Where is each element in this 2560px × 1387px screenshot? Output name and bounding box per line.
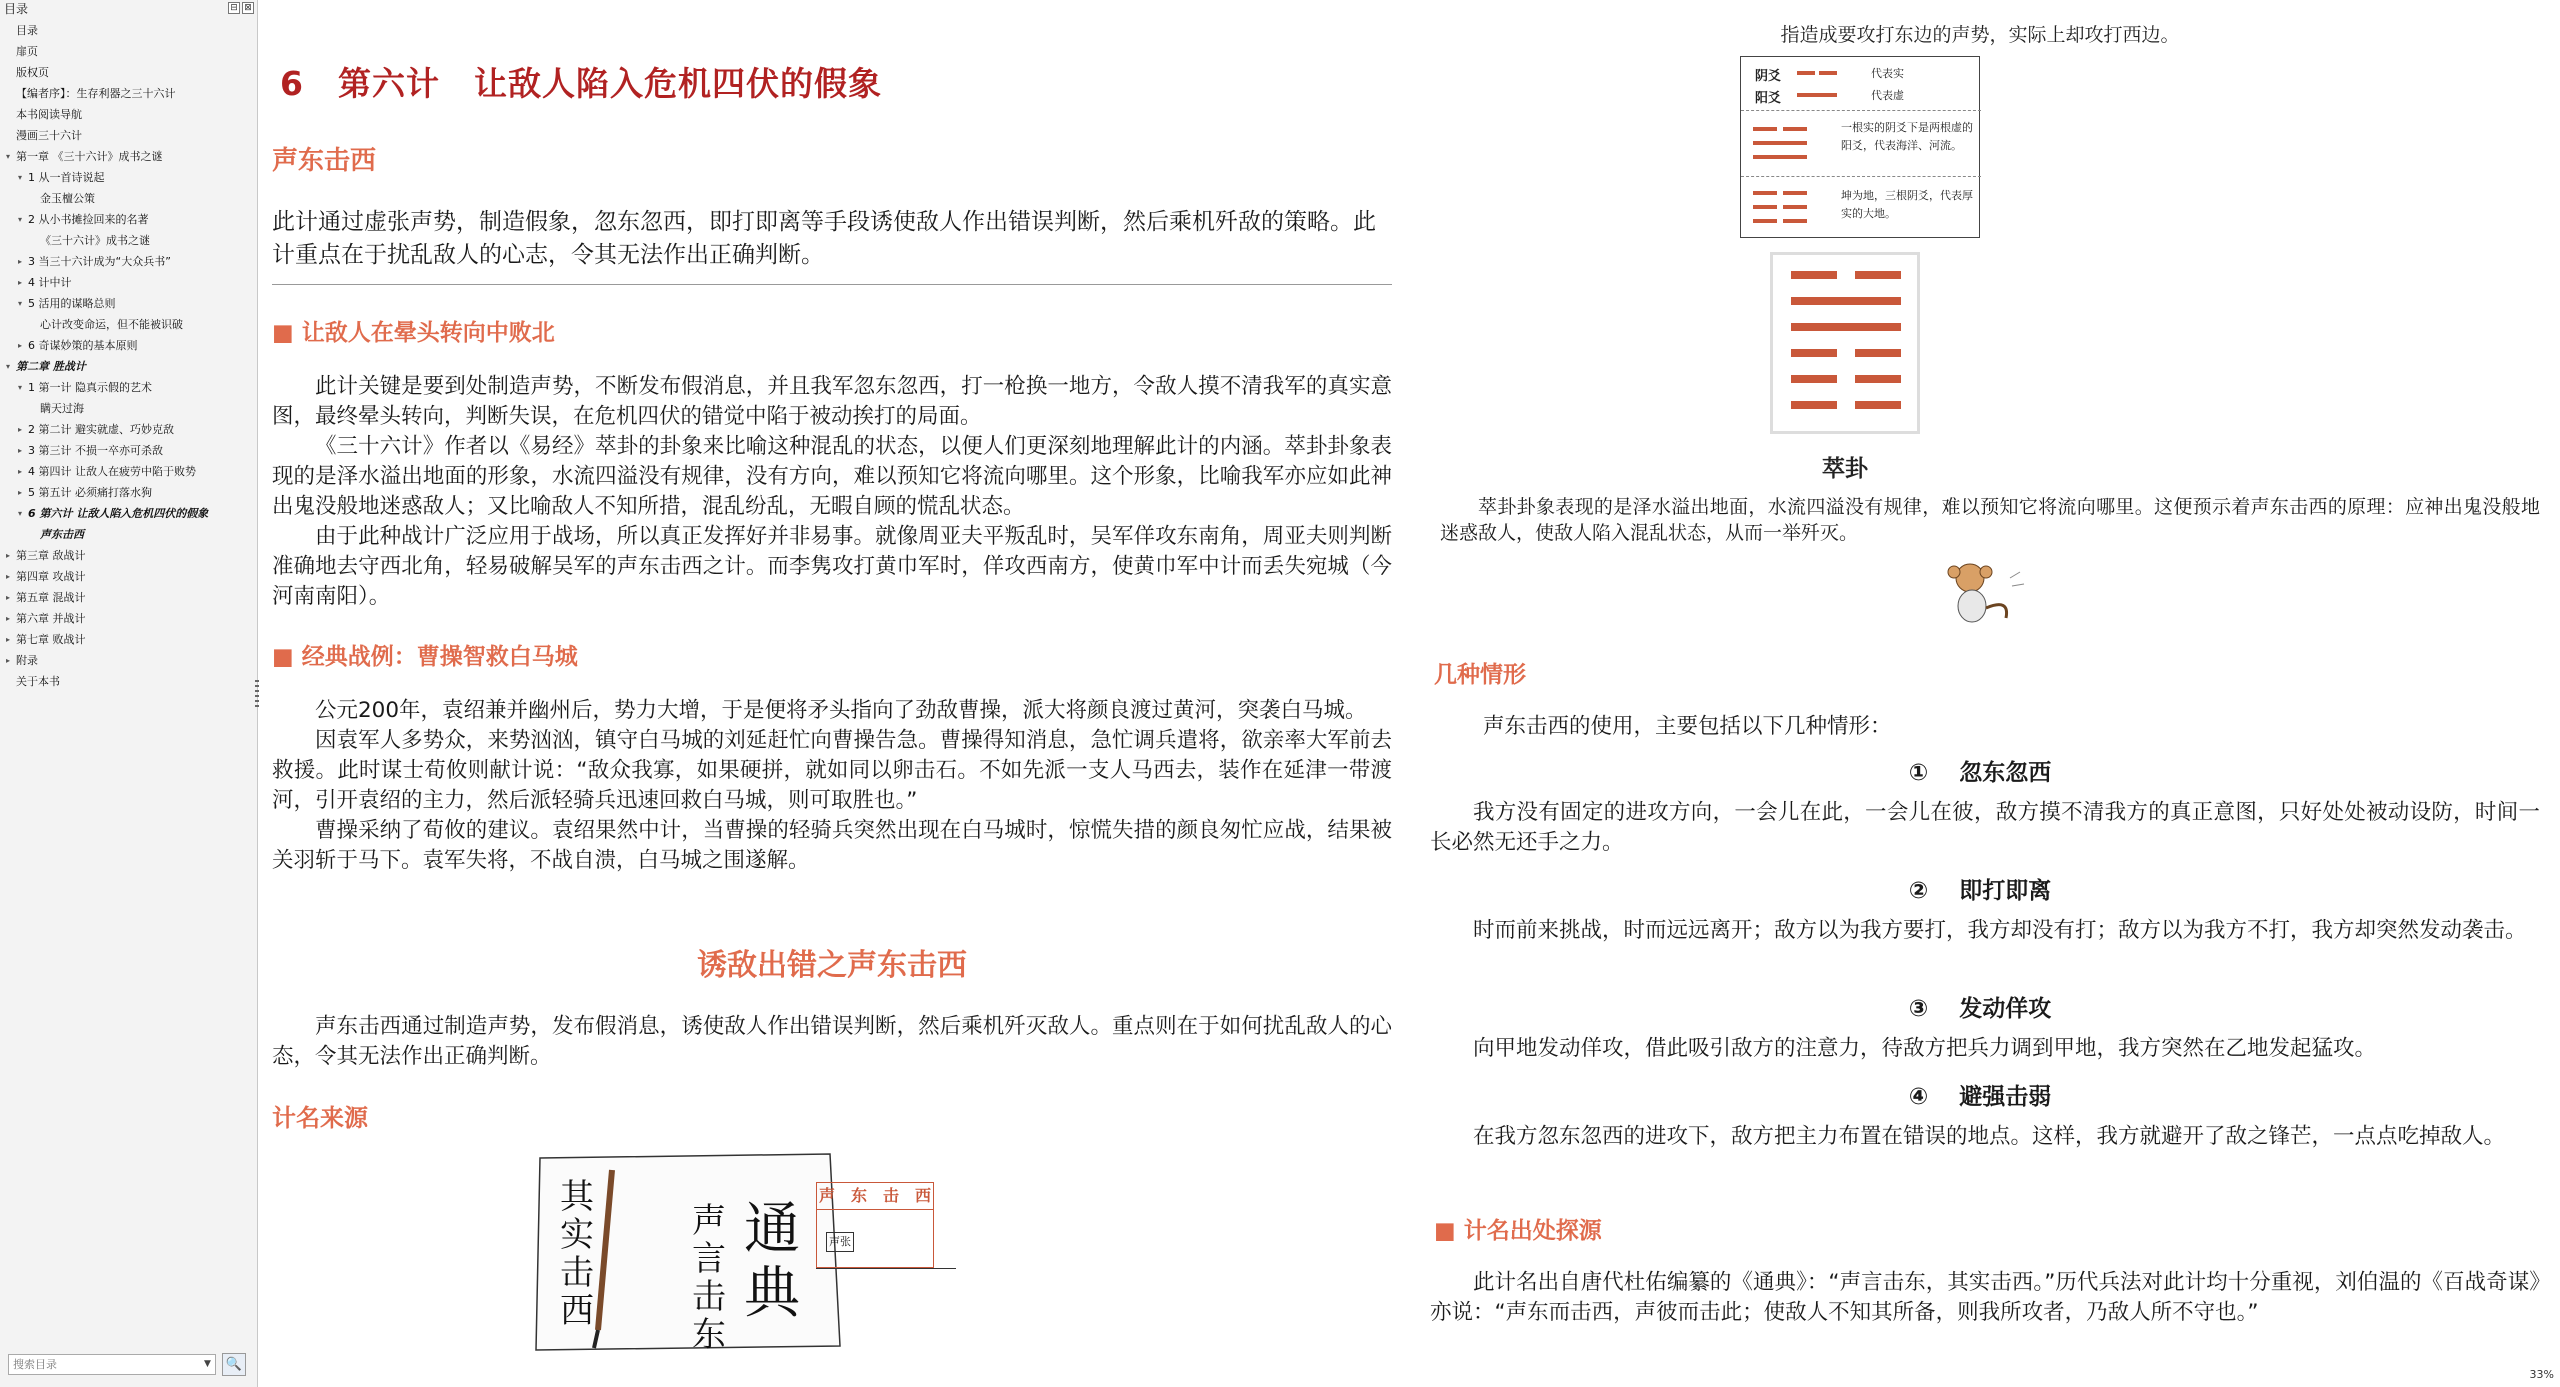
calligraphy-text-1: 其实击西 xyxy=(560,1177,594,1331)
toc-item[interactable] xyxy=(0,83,258,104)
paragraph: 由于此种战计广泛应用于战场，所以真正发挥好并非易事。就像周亚夫平叛乱时，吴军佯攻东南角，周亚夫则判断准确地去守西北角，轻易破解吴军的声东击西之计。而李隽攻打黄巾军时，佯攻西南方，使黄巾军中计而丢失宛城（今河南南阳）。 xyxy=(272,524,1392,609)
toc-item-label: 声东击西 xyxy=(40,528,84,541)
toc-item[interactable] xyxy=(0,209,258,230)
toc-item-label: 心计改变命运，但不能被识破 xyxy=(40,318,183,331)
toc-search-input[interactable]: 搜索目录 xyxy=(8,1354,216,1375)
toc-item[interactable] xyxy=(0,545,258,566)
expanded-arrow-icon[interactable]: ▾ xyxy=(17,215,22,224)
toc-item[interactable] xyxy=(0,671,258,692)
situation-heading-4 xyxy=(1400,1078,2560,1111)
yin-text: 代表实 xyxy=(1871,67,1904,80)
collapsed-arrow-icon[interactable]: ▸ xyxy=(17,425,22,434)
toc-item[interactable] xyxy=(0,251,258,272)
hexagram-notes-table xyxy=(1740,56,1980,238)
toc-item-label: 第六章 并战计 xyxy=(16,612,86,625)
toc-item[interactable] xyxy=(0,398,258,419)
toc-item[interactable] xyxy=(0,125,258,146)
paragraph: 我方没有固定的进攻方向，一会儿在此，一会儿在彼，敌方摸不清我方的真正意图，只好处处被动设防，时间一长必然无还手之力。 xyxy=(1430,800,2540,855)
chevron-down-icon[interactable]: ▼ xyxy=(204,1359,211,1369)
name-diagram-small: 声张 xyxy=(826,1232,854,1252)
toc-item-label: 金玉檀公策 xyxy=(40,192,95,205)
toc-item-label: 【编者序】：生存利器之三十六计 xyxy=(16,87,176,100)
situation-title: 忽东忽西 xyxy=(1959,760,2052,786)
toc-item[interactable] xyxy=(0,104,258,125)
toc-item[interactable] xyxy=(0,335,258,356)
expanded-arrow-icon[interactable]: ▾ xyxy=(17,509,22,518)
paragraph: 《三十六计》作者以《易经》萃卦的卦象来比喻这种混乱的状态，以便人们更深刻地理解此计的内涵。萃卦卦象表现的是泽水溢出地面的形象，水流四溢没有规律，没有方向，难以预知它将流向哪里。这个形象，比喻我军亦应如此神出鬼没般地迷惑敌人；又比喻敌人不知所措，混乱纷乱，无暇自顾的慌乱状态。 xyxy=(272,434,1392,519)
paragraph: 声东击西的使用，主要包括以下几种情形： xyxy=(1483,714,1892,739)
toc-item[interactable] xyxy=(0,461,258,482)
toc-item-label: 4 第四计 让敌人在疲劳中陷于败势 xyxy=(28,465,196,478)
body-block-1 xyxy=(272,372,1392,612)
chapter-title: 6 第六计 让敌人陷入危机四伏的假象 xyxy=(280,64,882,103)
heading-situations: 几种情形 xyxy=(1434,662,1526,688)
toc-item[interactable] xyxy=(0,524,258,545)
toc-item[interactable] xyxy=(0,167,258,188)
toc-item-label: 1 第一计 隐真示假的艺术 xyxy=(28,381,152,394)
situation-text-2 xyxy=(1430,916,2540,946)
toc-item[interactable] xyxy=(0,482,258,503)
paragraph: 声东击西通过制造声势，发布假消息，诱使敌人作出错误判断，然后乘机歼灭敌人。重点则在于如何扰乱敌人的心态，令其无法作出正确判断。 xyxy=(272,1014,1392,1069)
toc-item-label: 第五章 混战计 xyxy=(16,591,86,604)
paragraph: 此计名出自唐代杜佑编纂的《通典》：“声言击东，其实击西。”历代兵法对此计均十分重视，刘伯温的《百战奇谋》亦说：“声东而击西，声彼而击此；使敌人不知其所备，则我所攻者，乃敌人所不守也。” xyxy=(1430,1270,2540,1325)
toc-item[interactable] xyxy=(0,41,258,62)
collapsed-arrow-icon[interactable]: ▸ xyxy=(17,278,22,287)
close-icon[interactable]: ⊠ xyxy=(242,2,254,14)
toc-item-label: 第七章 败战计 xyxy=(16,633,86,646)
toc-title: 目录 xyxy=(4,2,29,16)
collapsed-arrow-icon[interactable]: ▸ xyxy=(5,551,10,560)
toc-item-label: 3 当三十六计成为“大众兵书” xyxy=(28,255,171,268)
collapsed-arrow-icon[interactable]: ▸ xyxy=(5,656,10,665)
situation-number: ① xyxy=(1908,760,1929,786)
collapse-icon[interactable]: ⊟ xyxy=(228,2,240,14)
paragraph: 时而前来挑战，时而远远离开；敌方以为我方要打，我方却没有打；敌方以为我方不打，我方却突然发动袭击。 xyxy=(1473,918,2527,943)
situation-title: 避强击弱 xyxy=(1959,1084,2052,1110)
search-icon[interactable]: 🔍 xyxy=(222,1353,246,1376)
toc-item-label: 6 第六计 让敌人陷入危机四伏的假象 xyxy=(28,507,209,520)
yao-legend xyxy=(1741,57,1981,111)
toc-item-label: 漫画三十六计 xyxy=(16,129,82,142)
expanded-arrow-icon[interactable]: ▾ xyxy=(5,362,10,371)
toc-item-label: 附录 xyxy=(16,654,38,667)
collapsed-arrow-icon[interactable]: ▸ xyxy=(5,635,10,644)
dui-note-text: 一根实的阴爻下是两根虚的阳爻，代表海洋、河流。 xyxy=(1841,121,1973,152)
kun-trigram-note xyxy=(1741,177,1981,239)
situation-number: ④ xyxy=(1908,1084,1929,1110)
toc-item-label: 目录 xyxy=(16,24,38,37)
toc-item[interactable] xyxy=(0,314,258,335)
cui-hexagram xyxy=(1770,252,1920,434)
section-title: 声东击西 xyxy=(272,146,377,176)
heading-origin: ■ 计名出处探源 xyxy=(1434,1218,1602,1244)
toc-list xyxy=(0,20,258,692)
toc-item-label: 4 计中计 xyxy=(28,276,72,289)
name-diagram-label: 声 东 击 西 xyxy=(816,1182,934,1210)
toc-item[interactable] xyxy=(0,62,258,83)
right-page xyxy=(1400,0,2560,1387)
toc-item[interactable] xyxy=(0,503,258,524)
collapsed-arrow-icon[interactable]: ▸ xyxy=(5,572,10,581)
toc-item-label: 瞒天过海 xyxy=(40,402,84,415)
yang-label: 阳爻 xyxy=(1755,91,1782,106)
situation-text-3 xyxy=(1430,1034,2540,1064)
toc-header xyxy=(0,0,258,18)
left-page xyxy=(260,0,1400,1387)
situation-title: 发动佯攻 xyxy=(1959,996,2052,1022)
toc-item-label: 6 奇谋妙策的基本原则 xyxy=(28,339,138,352)
toc-item[interactable] xyxy=(0,146,258,167)
paragraph: 公元200年，袁绍兼并幽州后，势力大增，于是便将矛头指向了劲敌曹操，派大将颜良渡过黄河，突袭白马城。 xyxy=(315,698,1367,723)
paragraph: 曹操采纳了荀攸的建议。袁绍果然中计，当曹操的轻骑兵突然出现在白马城时，惊慌失措的颜良匆忙应战，结果被关羽斩于马下。袁军失将，不战自溃，白马城之围遂解。 xyxy=(272,818,1392,873)
calligraphy-text-3: 通典 xyxy=(744,1197,800,1326)
expanded-arrow-icon[interactable]: ▾ xyxy=(17,299,22,308)
toc-item-label: 5 活用的谋略总则 xyxy=(28,297,116,310)
situation-title: 即打即离 xyxy=(1959,878,2052,904)
toc-item[interactable] xyxy=(0,419,258,440)
toc-item-label: 扉页 xyxy=(16,45,38,58)
kun-note-text: 坤为地，三根阴爻，代表厚实的大地。 xyxy=(1841,189,1973,220)
expanded-arrow-icon[interactable]: ▾ xyxy=(5,152,10,161)
toc-sidebar xyxy=(0,0,258,1387)
expanded-arrow-icon[interactable]: ▾ xyxy=(17,383,22,392)
toc-item[interactable] xyxy=(0,566,258,587)
toc-item-label: 本书阅读导航 xyxy=(16,108,82,121)
expanded-arrow-icon[interactable]: ▾ xyxy=(17,173,22,182)
toc-item-label: 《三十六计》成书之谜 xyxy=(40,234,150,247)
collapsed-arrow-icon[interactable]: ▸ xyxy=(5,593,10,602)
toc-item[interactable] xyxy=(0,293,258,314)
toc-item-label: 第一章 《三十六计》成书之谜 xyxy=(16,150,163,163)
yang-text: 代表虚 xyxy=(1871,89,1904,102)
situations-intro xyxy=(1440,712,2540,742)
hexagram-title: 萃卦 xyxy=(1822,456,1868,482)
collapsed-arrow-icon[interactable]: ▸ xyxy=(5,614,10,623)
divider xyxy=(272,284,1392,285)
situation-number: ② xyxy=(1908,878,1929,904)
situation-text-4 xyxy=(1430,1122,2540,1152)
collapsed-arrow-icon[interactable]: ▸ xyxy=(17,341,22,350)
toc-item-label: 1 从一首诗说起 xyxy=(28,171,105,184)
toc-item[interactable] xyxy=(0,587,258,608)
collapsed-arrow-icon[interactable]: ▸ xyxy=(17,257,22,266)
situation-text-1 xyxy=(1430,798,2540,858)
collapsed-arrow-icon[interactable]: ▸ xyxy=(17,488,22,497)
monkey-illustration xyxy=(1940,558,2030,628)
toc-item-label: 2 第二计 避实就虚、巧妙克敌 xyxy=(28,423,174,436)
calligraphy-text-2: 声言击东 xyxy=(692,1201,726,1355)
heading-confuse: ■ 让敌人在晕头转向中败北 xyxy=(272,320,555,346)
toc-item[interactable] xyxy=(0,629,258,650)
situation-heading-1 xyxy=(1400,754,2560,787)
yin-label: 阴爻 xyxy=(1755,69,1782,84)
paragraph: 向甲地发动佯攻，借此吸引敌方的注意力，待敌方把兵力调到甲地，我方突然在乙地发起猛攻。 xyxy=(1473,1036,2377,1061)
toc-item-label: 版权页 xyxy=(16,66,49,79)
collapsed-arrow-icon[interactable]: ▸ xyxy=(17,446,22,455)
hexagram-description xyxy=(1440,494,2540,546)
toc-item[interactable] xyxy=(0,230,258,251)
paragraph: 因袁军人多势众，来势汹汹，镇守白马城的刘延赶忙向曹操告急。曹操得知消息，急忙调兵遣将，欲亲率大军前去救援。此时谋士荀攸则献计说：“敌众我寡，如果硬拼，就如同以卵击石。不如先派一支人马西去，装作在延津一带渡河，引开袁绍的主力，然后派轻骑兵迅速回救白马城，则可取胜也。” xyxy=(272,728,1392,813)
origin-text xyxy=(1430,1268,2540,1328)
situation-heading-2 xyxy=(1400,872,2560,905)
toc-item[interactable] xyxy=(0,20,258,41)
top-caption: 指造成要攻打东边的声势，实际上却攻打西边。 xyxy=(1780,24,2180,46)
toc-item-label: 第四章 攻战计 xyxy=(16,570,86,583)
center-heading: 诱敌出错之声东击西 xyxy=(697,948,967,983)
situation-heading-3 xyxy=(1400,990,2560,1023)
toc-item-label: 3 第三计 不损一卒亦可杀敌 xyxy=(28,444,163,457)
heading-origin-name: 计名来源 xyxy=(272,1104,368,1132)
toc-item[interactable] xyxy=(0,608,258,629)
hexagram-lines xyxy=(1773,255,1917,431)
toc-item-label: 2 从小书摊捡回来的名著 xyxy=(28,213,149,226)
paragraph: 萃卦卦象表现的是泽水溢出地面，水流四溢没有规律，难以预知它将流向哪里。这便预示着声东击西的原理：应神出鬼没般地迷惑敌人，使敌人陷入混乱状态，从而一举歼灭。 xyxy=(1440,496,2540,544)
toc-item-label: 5 第五计 必须痛打落水狗 xyxy=(28,486,152,499)
dui-trigram-note xyxy=(1741,111,1981,177)
body-block-3 xyxy=(272,1012,1392,1072)
toc-item-label: 第二章 胜战计 xyxy=(16,360,86,373)
heading-battle: ■ 经典战例：曹操智救白马城 xyxy=(272,644,578,670)
toc-item[interactable] xyxy=(0,188,258,209)
situation-number: ③ xyxy=(1908,996,1929,1022)
toc-item[interactable] xyxy=(0,650,258,671)
toc-item[interactable] xyxy=(0,440,258,461)
body-block-2 xyxy=(272,696,1392,876)
toc-item[interactable] xyxy=(0,356,258,377)
diagram-baseline xyxy=(816,1268,956,1269)
paragraph: 此计关键是要到处制造声势，不断发布假消息，并且我军忽东忽西，打一枪换一地方，令敌人摸不清我军的真实意图，最终晕头转向，判断失误，在危机四伏的错觉中陷于被动挨打的局面。 xyxy=(272,374,1392,429)
collapsed-arrow-icon[interactable]: ▸ xyxy=(17,467,22,476)
toc-item-label: 第三章 敌战计 xyxy=(16,549,86,562)
toc-item[interactable] xyxy=(0,272,258,293)
paragraph: 在我方忽东忽西的进攻下，敌方把主力布置在错误的地点。这样，我方就避开了敌之锋芒，一点点吃掉敌人。 xyxy=(1473,1124,2506,1149)
zoom-level: 33% xyxy=(2529,1368,2554,1381)
toc-item-label: 关于本书 xyxy=(16,675,60,688)
toc-item[interactable] xyxy=(0,377,258,398)
intro-paragraph: 此计通过虚张声势，制造假象，忽东忽西，即打即离等手段诱使敌人作出错误判断，然后乘机歼敌的策略。此计重点在于扰乱敌人的心志，令其无法作出正确判断。 xyxy=(272,209,1376,268)
panel-splitter[interactable] xyxy=(255,680,259,710)
